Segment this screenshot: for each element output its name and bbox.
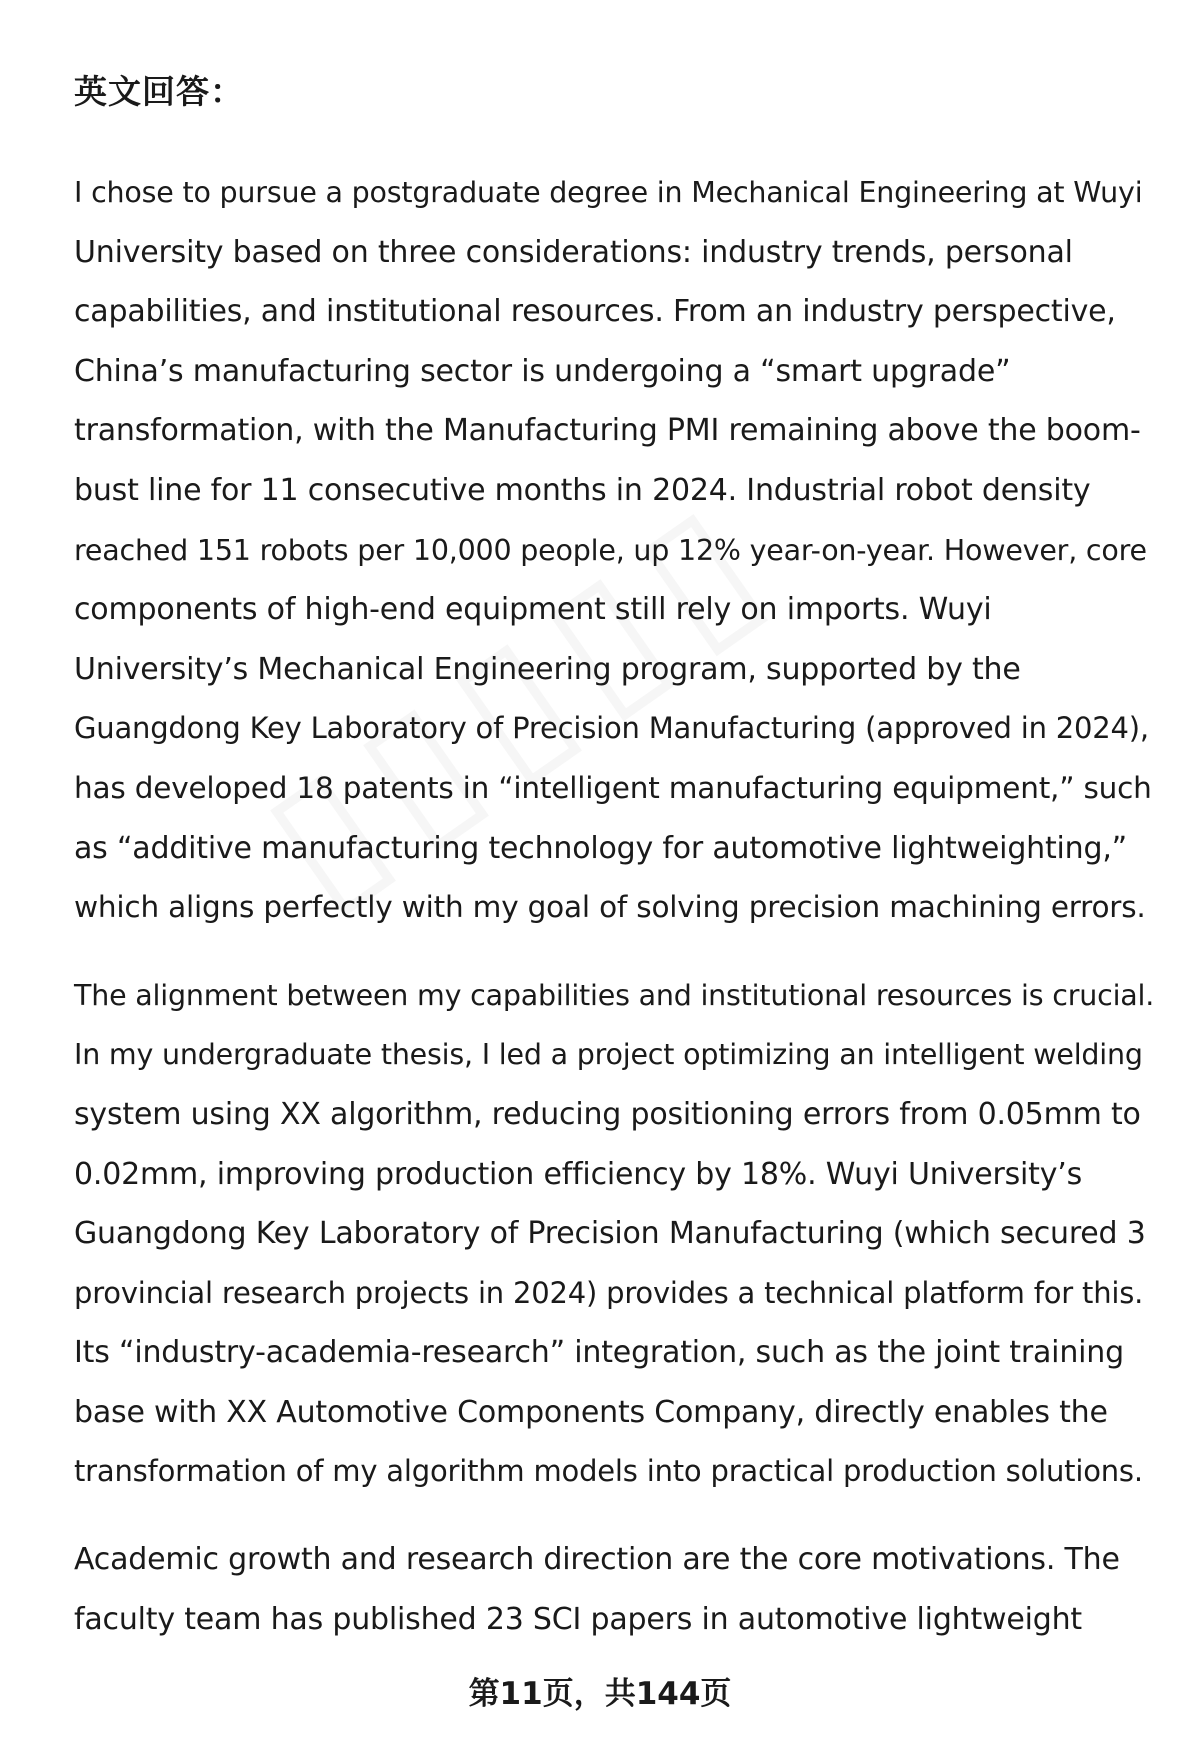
page-number: 第11页，共144页 <box>468 1676 732 1712</box>
answer-body <box>74 163 1159 1677</box>
text-line: system using XX algorithm, reducing positioning errors from 0.05mm to <box>74 1096 1141 1132</box>
text-line: Academic growth and research direction are the core motivations. The <box>74 1542 1120 1578</box>
text-line: University’s Mechanical Engineering program, supported by the <box>74 651 1021 687</box>
text-line: components of high-end equipment still rely on imports. Wuyi <box>74 592 992 628</box>
text-line: University based on three considerations: industry trends, personal <box>74 234 1073 270</box>
text-line: transformation of my algorithm models into practical production solutions. <box>74 1454 1143 1489</box>
text-line: China’s manufacturing sector is undergoing a “smart upgrade” <box>74 353 1011 389</box>
text-line: In my undergraduate thesis, I led a project optimizing an intelligent welding <box>74 1038 1143 1072</box>
text-line: I chose to pursue a postgraduate degree in Mechanical Engineering at Wuyi <box>74 176 1143 209</box>
text-line: bust line for 11 consecutive months in 2024. Industrial robot density <box>74 472 1091 508</box>
text-line: Guangdong Key Laboratory of Precision Manufacturing (which secured 3 <box>74 1216 1146 1252</box>
text-line: Its “industry-academia-research” integration, such as the joint training <box>74 1335 1124 1371</box>
paragraph-2 <box>74 966 1159 1502</box>
paragraph-1 <box>74 163 1159 938</box>
text-line: Guangdong Key Laboratory of Precision Manufacturing (approved in 2024), <box>74 711 1149 746</box>
text-line: reached 151 robots per 10,000 people, up 12% year-on-year. However, core <box>74 533 1147 567</box>
text-line: faculty team has published 23 SCI papers in automotive lightweight <box>74 1601 1082 1637</box>
text-line: capabilities, and institutional resources. From an industry perspective, <box>74 294 1116 330</box>
section-heading: 英文回答： <box>74 72 244 111</box>
text-line: has developed 18 patents in “intelligent manufacturing equipment,” such <box>74 770 1152 805</box>
text-line: 0.02mm, improving production efficiency by 18%. Wuyi University’s <box>74 1156 1083 1192</box>
text-line: base with XX Automotive Components Company, directly enables the <box>74 1394 1108 1430</box>
text-line: as “additive manufacturing technology for automotive lightweighting,” <box>74 830 1128 866</box>
paragraph-3 <box>74 1530 1159 1649</box>
text-line: which aligns perfectly with my goal of solving precision machining errors. <box>74 890 1146 925</box>
text-line: The alignment between my capabilities and institutional resources is crucial. <box>74 978 1155 1012</box>
text-line: provincial research projects in 2024) provides a technical platform for this. <box>74 1275 1144 1310</box>
text-line: transformation, with the Manufacturing PMI remaining above the boom- <box>74 413 1141 449</box>
